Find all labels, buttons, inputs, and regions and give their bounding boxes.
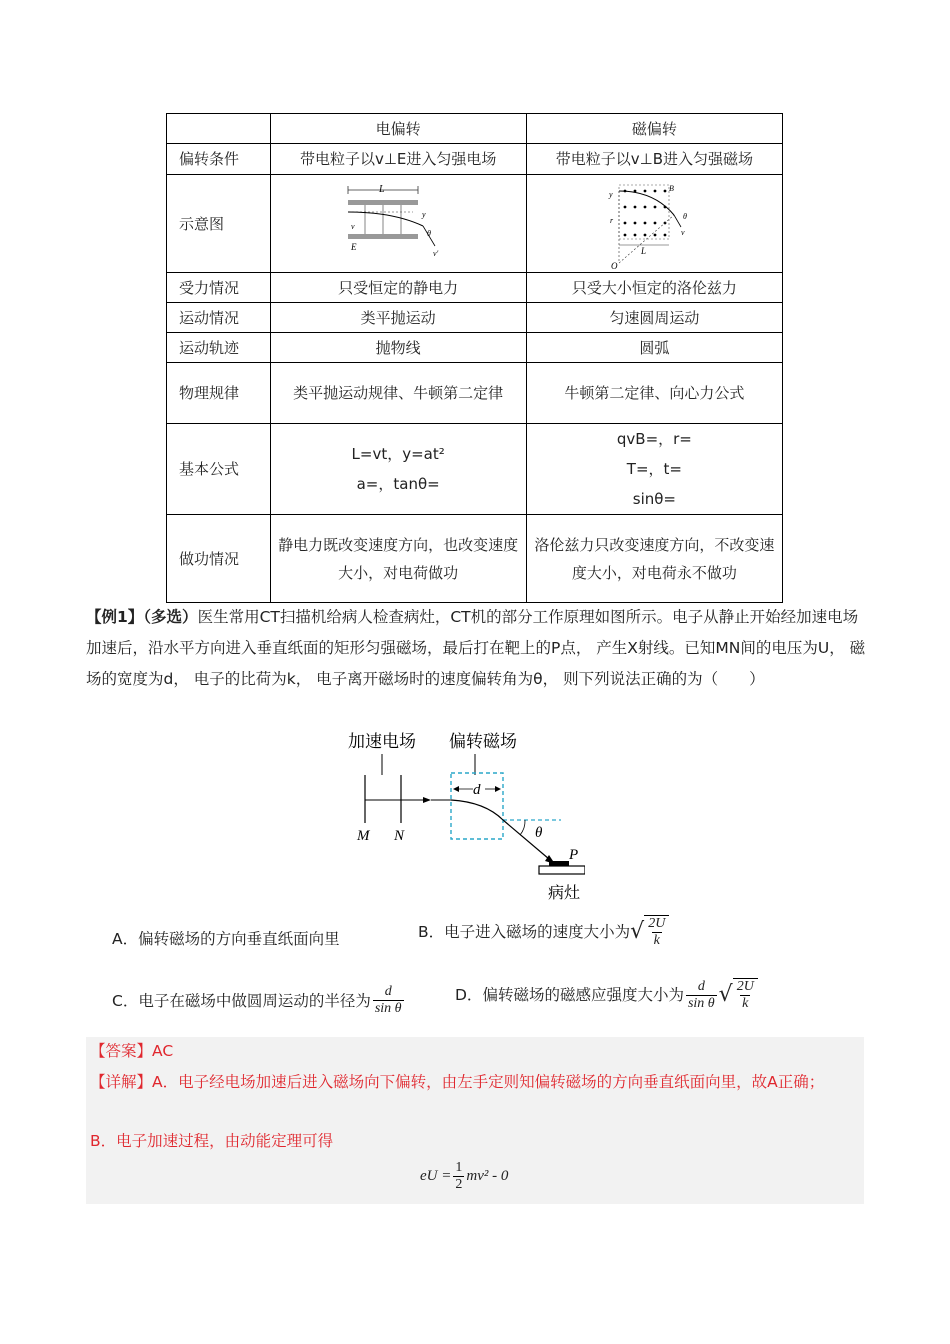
row-label: 受力情况: [167, 273, 271, 303]
row-label: 物理规律: [167, 363, 271, 424]
option-b[interactable]: [418, 915, 669, 949]
option-d-text: 偏转磁场的磁感应强度大小为: [482, 986, 684, 1004]
option-c[interactable]: [112, 984, 406, 1017]
label-theta-fig: θ: [535, 825, 543, 841]
cell-electric: 静电力既改变速度方向，也改变速度大小，对电荷做功: [270, 515, 526, 603]
formula-right: mv² - 0: [466, 1168, 509, 1184]
option-d-den: sin θ: [687, 995, 715, 1011]
cell-electric: 类平抛运动规律、牛顿第二定律: [270, 363, 526, 424]
option-d-num: d: [697, 978, 705, 994]
table-row: [167, 333, 783, 363]
formula-electric-2: a=，tanθ=: [356, 475, 440, 493]
question-type: （多选）: [143, 608, 198, 626]
option-b-text: 电子进入磁场的速度大小为: [444, 923, 631, 941]
label-v-mag: v: [681, 227, 685, 237]
cell-magnetic: 牛顿第二定律、向心力公式: [526, 363, 782, 424]
detail-b: B．电子加速过程，由动能定理可得: [90, 1132, 334, 1150]
table-header-row: [167, 114, 783, 144]
question-body: 医生常用CT扫描机给病人检查病灶，CT机的部分工作原理如图所示。电子从静止开始经加速电场加速后，沿水平方向进入垂直纸面的矩形匀强磁场，最后打在靶上的P点， 产生X射线。已知MN间的电压为U， 磁场的宽度为d， 电子的比荷为k， 电子离开磁场时的速度偏转角为θ， 则下列说法正确的为（ ）: [86, 608, 866, 688]
option-c-den: sin θ: [374, 1001, 402, 1016]
cell-magnetic: 带电粒子以v⊥B进入匀强磁场: [526, 144, 782, 175]
label-theta: θ: [427, 228, 432, 238]
table-row: [167, 273, 783, 303]
formula-magnetic-2: T=，t=: [626, 460, 682, 478]
label-N: N: [394, 828, 405, 844]
header-empty-cell: [167, 114, 271, 144]
label-L-mag: L: [641, 245, 647, 256]
label-r: r: [610, 215, 614, 225]
row-label: 做功情况: [167, 515, 271, 603]
electric-deflection-diagram: [343, 184, 453, 264]
label-y-mag: y: [609, 189, 613, 199]
table-row-diagram: [167, 175, 783, 273]
cell-electric-formulas: [270, 424, 526, 515]
label-accel-field: 加速电场: [348, 732, 416, 752]
label-E: E: [351, 241, 357, 252]
label-d: d: [473, 782, 481, 798]
option-d[interactable]: [455, 978, 758, 1012]
row-label: 运动情况: [167, 303, 271, 333]
option-a-letter: A．: [112, 930, 139, 948]
formula-electric-1: L=vt，y=at²: [351, 445, 445, 463]
label-B: B: [669, 183, 675, 193]
table-row: [167, 363, 783, 424]
formula-magnetic-3: sinθ=: [632, 490, 676, 508]
formula-left: eU =: [420, 1168, 452, 1184]
label-O: O: [611, 260, 618, 269]
label-v: v: [351, 221, 355, 231]
label-lesion: 病灶: [548, 883, 581, 902]
label-y: y: [422, 209, 426, 219]
answer-line: 【答案】AC: [90, 1042, 174, 1060]
ct-machine-figure: [345, 727, 585, 907]
option-a[interactable]: [112, 924, 340, 954]
kinetic-energy-formula: [420, 1160, 508, 1193]
question-tag: 【例1】: [86, 608, 144, 626]
magnetic-deflection-diagram: [599, 179, 709, 269]
cell-electric: 类平抛运动: [270, 303, 526, 333]
header-electric: 电偏转: [270, 114, 526, 144]
option-d-letter: D．: [455, 986, 483, 1004]
label-P: P: [569, 847, 579, 863]
option-d-num2: 2U: [736, 979, 754, 994]
cell-electric: 带电粒子以v⊥E进入匀强电场: [270, 144, 526, 175]
option-c-num: d: [384, 984, 392, 999]
option-b-letter: B．: [418, 923, 445, 941]
table-row-formulas: [167, 424, 783, 515]
cell-magnetic: 洛伦兹力只改变速度方向，不改变速度大小，对电荷永不做功: [526, 515, 782, 603]
table-row: [167, 303, 783, 333]
formula-magnetic-1: qvB=，r=: [616, 430, 692, 448]
header-magnetic: 磁偏转: [526, 114, 782, 144]
row-label: 偏转条件: [167, 144, 271, 175]
cell-magnetic-formulas: [526, 424, 782, 515]
table-row: [167, 515, 783, 603]
cell-magnetic: 只受大小恒定的洛伦兹力: [526, 273, 782, 303]
formula-den: 2: [455, 1177, 463, 1192]
option-c-letter: C．: [112, 991, 139, 1010]
label-L: L: [379, 183, 385, 195]
option-d-sqrt: √ $\frac{2U}{k}$: [719, 978, 758, 1012]
cell-magnetic: 匀速圆周运动: [526, 303, 782, 333]
option-c-text: 电子在磁场中做圆周运动的半径为: [138, 991, 371, 1010]
cell-electric: 只受恒定的静电力: [270, 273, 526, 303]
label-theta-mag: θ: [683, 211, 688, 221]
option-b-num: 2U: [648, 916, 666, 931]
option-b-den: k: [653, 933, 660, 948]
cell-electric: 抛物线: [270, 333, 526, 363]
table-row: [167, 144, 783, 175]
option-d-den2: k: [742, 996, 749, 1011]
detail-a: 【详解】A．电子经电场加速后进入磁场向下偏转，由左手定则知偏转磁场的方向垂直纸面向里，故A正确；: [90, 1073, 825, 1091]
option-b-sqrt: √ $\frac{2U}{k}$: [630, 915, 669, 949]
cell-magnetic: 圆弧: [526, 333, 782, 363]
label-M: M: [357, 828, 370, 844]
question-text: [86, 602, 866, 695]
comparison-table: [166, 113, 783, 603]
option-a-text: 偏转磁场的方向垂直纸面向里: [138, 930, 340, 948]
electric-diagram-cell: [270, 175, 526, 273]
row-label: 基本公式: [167, 424, 271, 515]
magnetic-diagram-cell: [526, 175, 782, 273]
label-deflect-field: 偏转磁场: [449, 732, 517, 752]
row-label: 示意图: [167, 175, 271, 273]
row-label: 运动轨迹: [167, 333, 271, 363]
formula-num: 1: [455, 1160, 463, 1175]
label-vprime: v′: [433, 248, 439, 258]
